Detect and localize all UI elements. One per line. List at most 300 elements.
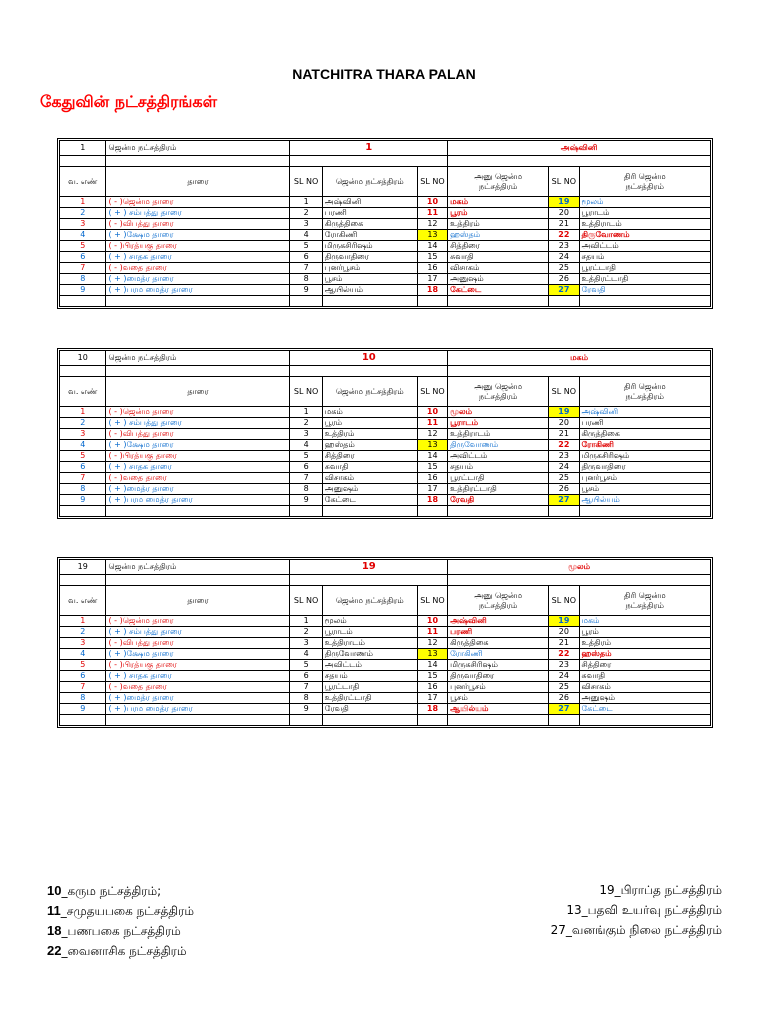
- sl-no-3: 20: [549, 418, 579, 429]
- footer-left-4: 22_வைனாசிக நட்சத்திரம்: [47, 943, 187, 958]
- footer-right-3: 27_வனங்கும் நிலை நட்சத்திரம்: [550, 923, 722, 937]
- anu-janma-star: மூலம்: [448, 407, 549, 418]
- sl-no-2: 17: [417, 484, 447, 495]
- sl-no-1: 5: [290, 660, 322, 671]
- janma-star: விசாகம்: [322, 473, 417, 484]
- sl-no-1: 4: [290, 230, 322, 241]
- footer-right-2: 13_பதவி உயர்வு நட்சத்திரம்: [566, 903, 722, 917]
- thiri-janma-star: விசாகம்: [579, 682, 711, 693]
- sl-no-1: 3: [290, 638, 322, 649]
- sl-no-1: 5: [290, 241, 322, 252]
- head-value: 10: [290, 351, 448, 366]
- thaarai-number: 5: [60, 660, 106, 671]
- sl-no-1: 9: [290, 704, 322, 715]
- sl-no-1: 6: [290, 252, 322, 263]
- sl-no-2: 12: [417, 429, 447, 440]
- table-row: [60, 671, 711, 682]
- column-header-row: [60, 377, 711, 407]
- janma-star: ஆயில்யம்: [322, 285, 417, 296]
- table-row: [60, 407, 711, 418]
- thiri-janma-star: பூசம்: [579, 484, 711, 495]
- head-value: 1: [290, 141, 448, 156]
- page-subtitle: கேதுவின் நட்சத்திரங்கள்: [40, 92, 218, 111]
- janma-star: பரணி: [322, 208, 417, 219]
- col-thiri-janma: திரி ஜென்ம நட்சத்திரம்: [579, 167, 711, 197]
- blank-row: [60, 156, 711, 167]
- col-sl-no-1: SL NO: [290, 377, 322, 407]
- sl-no-2: 14: [417, 451, 447, 462]
- janma-star: திருவாதிரை: [322, 252, 417, 263]
- head-num: 1: [60, 141, 106, 156]
- sl-no-2: 16: [417, 682, 447, 693]
- sl-no-3: 24: [549, 252, 579, 263]
- thaarai-name: ( - )பிரத்யகு தாரை: [106, 241, 290, 252]
- table-row: [60, 693, 711, 704]
- sl-no-1: 2: [290, 627, 322, 638]
- thaarai-name: ( - )ஜென்ம தாரை: [106, 197, 290, 208]
- anu-janma-star: ரோகிணி: [448, 649, 549, 660]
- sl-no-3: 25: [549, 473, 579, 484]
- thiri-janma-star: புனர்பூசம்: [579, 473, 711, 484]
- col-thaarai: தாரை: [106, 586, 290, 616]
- thaarai-name: ( + )க்ஷேம தாரை: [106, 649, 290, 660]
- thaarai-number: 6: [60, 671, 106, 682]
- thiri-janma-star: உத்திரம்: [579, 638, 711, 649]
- thaarai-number: 1: [60, 616, 106, 627]
- table-header-row: [60, 141, 711, 156]
- thaarai-number: 3: [60, 638, 106, 649]
- anu-janma-star: கேட்டை: [448, 285, 549, 296]
- blank-row: [60, 366, 711, 377]
- anu-janma-star: விசாகம்: [448, 263, 549, 274]
- anu-janma-star: ஹஸ்தம்: [448, 230, 549, 241]
- thaarai-name: ( - )பிரத்யகு தாரை: [106, 451, 290, 462]
- anu-janma-star: ஆயில்யம்: [448, 704, 549, 715]
- col-thiri-janma: திரி ஜென்ம நட்சத்திரம்: [579, 377, 711, 407]
- table-row: [60, 219, 711, 230]
- table-row: [60, 241, 711, 252]
- column-header-row: [60, 586, 711, 616]
- thaarai-number: 8: [60, 693, 106, 704]
- thaarai-number: 4: [60, 440, 106, 451]
- anu-janma-star: அஷ்வினி: [448, 616, 549, 627]
- head-star: மூலம்: [448, 560, 711, 575]
- thiri-janma-star: மூலம்: [579, 197, 711, 208]
- sl-no-1: 6: [290, 671, 322, 682]
- sl-no-2: 10: [417, 616, 447, 627]
- col-janma: ஜென்ம நட்சத்திரம்: [322, 586, 417, 616]
- sl-no-3: 27: [549, 704, 579, 715]
- anu-janma-star: உத்திரட்டாதி: [448, 484, 549, 495]
- sl-no-2: 14: [417, 660, 447, 671]
- janma-star: பூரம்: [322, 418, 417, 429]
- sl-no-3: 23: [549, 660, 579, 671]
- anu-janma-star: பூசம்: [448, 693, 549, 704]
- thaarai-number: 9: [60, 495, 106, 506]
- thiri-janma-star: திருவாதிரை: [579, 462, 711, 473]
- anu-janma-star: புனர்பூசம்: [448, 682, 549, 693]
- head-star: அஷ்வினி: [448, 141, 711, 156]
- thiri-janma-star: மிருகசிரிஷம்: [579, 451, 711, 462]
- janma-star: உத்திரம்: [322, 429, 417, 440]
- thiri-janma-star: உத்திராடம்: [579, 219, 711, 230]
- sl-no-1: 8: [290, 274, 322, 285]
- thaarai-name: ( + ) சம்பத்து தாரை: [106, 208, 290, 219]
- table-row: [60, 616, 711, 627]
- footer-left-2: 11_சமுதயபகை நட்சத்திரம்: [47, 903, 194, 918]
- anu-janma-star: உத்திரம்: [448, 219, 549, 230]
- col-anu-janma: அனு ஜென்ம நட்சத்திரம்: [448, 377, 549, 407]
- sl-no-3: 26: [549, 693, 579, 704]
- thaarai-number: 7: [60, 263, 106, 274]
- table-row: [60, 704, 711, 715]
- thaarai-number: 5: [60, 451, 106, 462]
- thaarai-number: 7: [60, 682, 106, 693]
- table-row: [60, 197, 711, 208]
- blank-row: [60, 506, 711, 517]
- janma-star: ரேவதி: [322, 704, 417, 715]
- sl-no-2: 13: [417, 230, 447, 241]
- sl-no-1: 4: [290, 440, 322, 451]
- page-title: NATCHITRA THARA PALAN: [292, 66, 476, 82]
- sl-no-1: 8: [290, 693, 322, 704]
- janma-star: பூராடம்: [322, 627, 417, 638]
- thaarai-name: ( + )மைத்ர தாரை: [106, 693, 290, 704]
- table-row: [60, 252, 711, 263]
- thaarai-name: ( + )பரம மைத்ர தாரை: [106, 704, 290, 715]
- janma-star: உத்திரட்டாதி: [322, 693, 417, 704]
- col-sl-no-3: SL NO: [549, 586, 579, 616]
- sl-no-3: 25: [549, 263, 579, 274]
- sl-no-1: 1: [290, 616, 322, 627]
- thaarai-number: 9: [60, 704, 106, 715]
- thaarai-name: ( + )மைத்ர தாரை: [106, 274, 290, 285]
- janma-star: சுவாதி: [322, 462, 417, 473]
- thiri-janma-star: அனுஷம்: [579, 693, 711, 704]
- nakshatra-grid: [59, 559, 711, 726]
- thiri-janma-star: பூரட்டாதி: [579, 263, 711, 274]
- thiri-janma-star: அவிட்டம்: [579, 241, 711, 252]
- sl-no-3: 19: [549, 616, 579, 627]
- thaarai-name: ( + )பரம மைத்ர தாரை: [106, 285, 290, 296]
- table-row: [60, 638, 711, 649]
- table-row: [60, 451, 711, 462]
- nakshatra-grid: [59, 140, 711, 307]
- janma-star: பூரட்டாதி: [322, 682, 417, 693]
- sl-no-3: 27: [549, 495, 579, 506]
- sl-no-3: 22: [549, 230, 579, 241]
- thaarai-name: ( + ) சாதக தாரை: [106, 671, 290, 682]
- sl-no-2: 18: [417, 495, 447, 506]
- table-row: [60, 263, 711, 274]
- janma-star: கேட்டை: [322, 495, 417, 506]
- thaarai-name: ( - )விபத்து தாரை: [106, 638, 290, 649]
- sl-no-3: 19: [549, 407, 579, 418]
- janma-star: பூசம்: [322, 274, 417, 285]
- footer-left-1: 10_கரும நட்சத்திரம்;: [47, 883, 162, 898]
- table-row: [60, 484, 711, 495]
- thaarai-number: 1: [60, 197, 106, 208]
- col-thiri-janma: திரி ஜென்ம நட்சத்திரம்: [579, 586, 711, 616]
- thaarai-name: ( - )வதை தாரை: [106, 473, 290, 484]
- head-label: ஜென்ம நட்சத்திரம்: [106, 351, 290, 366]
- thaarai-number: 4: [60, 649, 106, 660]
- anu-janma-star: பரணி: [448, 627, 549, 638]
- column-header-row: [60, 167, 711, 197]
- thaarai-name: ( - )ஜென்ம தாரை: [106, 407, 290, 418]
- thiri-janma-star: சித்திரை: [579, 660, 711, 671]
- sl-no-2: 10: [417, 197, 447, 208]
- thiri-janma-star: உத்திரட்டாதி: [579, 274, 711, 285]
- sl-no-1: 7: [290, 263, 322, 274]
- thaarai-name: ( - )விபத்து தாரை: [106, 429, 290, 440]
- col-janma: ஜென்ம நட்சத்திரம்: [322, 377, 417, 407]
- col-sl-no-3: SL NO: [549, 377, 579, 407]
- janma-star: சதயம்: [322, 671, 417, 682]
- sl-no-2: 14: [417, 241, 447, 252]
- thaarai-number: 6: [60, 462, 106, 473]
- sl-no-3: 26: [549, 484, 579, 495]
- col-anu-janma: அனு ஜென்ம நட்சத்திரம்: [448, 167, 549, 197]
- col-sl-no-3: SL NO: [549, 167, 579, 197]
- janma-star: கிருத்திகை: [322, 219, 417, 230]
- anu-janma-star: மகம்: [448, 197, 549, 208]
- thaarai-name: ( - )ஜென்ம தாரை: [106, 616, 290, 627]
- table-row: [60, 285, 711, 296]
- sl-no-3: 22: [549, 440, 579, 451]
- nakshatra-table-2: [57, 348, 713, 519]
- sl-no-2: 11: [417, 208, 447, 219]
- sl-no-3: 20: [549, 627, 579, 638]
- janma-star: புனர்பூசம்: [322, 263, 417, 274]
- thaarai-name: ( + ) சாதக தாரை: [106, 462, 290, 473]
- col-va-en: வ. எண்: [60, 167, 106, 197]
- thaarai-number: 2: [60, 208, 106, 219]
- janma-star: ரோகிணி: [322, 230, 417, 241]
- thaarai-number: 1: [60, 407, 106, 418]
- anu-janma-star: சதயம்: [448, 462, 549, 473]
- thiri-janma-star: பரணி: [579, 418, 711, 429]
- sl-no-3: 21: [549, 429, 579, 440]
- sl-no-3: 25: [549, 682, 579, 693]
- blank-row: [60, 575, 711, 586]
- thaarai-number: 3: [60, 219, 106, 230]
- thiri-janma-star: பூரம்: [579, 627, 711, 638]
- thaarai-name: ( + )க்ஷேம தாரை: [106, 230, 290, 241]
- sl-no-2: 12: [417, 638, 447, 649]
- thaarai-number: 4: [60, 230, 106, 241]
- sl-no-3: 22: [549, 649, 579, 660]
- sl-no-3: 20: [549, 208, 579, 219]
- sl-no-2: 16: [417, 263, 447, 274]
- thaarai-number: 3: [60, 429, 106, 440]
- table-row: [60, 440, 711, 451]
- sl-no-1: 3: [290, 429, 322, 440]
- sl-no-1: 6: [290, 462, 322, 473]
- col-sl-no-1: SL NO: [290, 586, 322, 616]
- sl-no-3: 21: [549, 638, 579, 649]
- thaarai-name: ( - )விபத்து தாரை: [106, 219, 290, 230]
- col-anu-janma: அனு ஜென்ம நட்சத்திரம்: [448, 586, 549, 616]
- footer-right-1: 19_பிராப்த நட்சத்திரம்: [599, 883, 722, 897]
- table-row: [60, 473, 711, 484]
- janma-star: உத்திராடம்: [322, 638, 417, 649]
- col-va-en: வ. எண்: [60, 586, 106, 616]
- table-row: [60, 429, 711, 440]
- thaarai-name: ( - )வதை தாரை: [106, 263, 290, 274]
- janma-star: அஷ்வினி: [322, 197, 417, 208]
- table-row: [60, 274, 711, 285]
- sl-no-1: 9: [290, 495, 322, 506]
- thiri-janma-star: சதயம்: [579, 252, 711, 263]
- sl-no-2: 18: [417, 285, 447, 296]
- table-row: [60, 418, 711, 429]
- col-sl-no-1: SL NO: [290, 167, 322, 197]
- sl-no-2: 12: [417, 219, 447, 230]
- head-label: ஜென்ம நட்சத்திரம்: [106, 141, 290, 156]
- footer-left-3: 18_பணபகை நட்சத்திரம்: [47, 923, 181, 938]
- thiri-janma-star: அஷ்வினி: [579, 407, 711, 418]
- thiri-janma-star: மகம்: [579, 616, 711, 627]
- thaarai-number: 2: [60, 627, 106, 638]
- thaarai-number: 9: [60, 285, 106, 296]
- blank-row: [60, 296, 711, 307]
- janma-star: மிருகசிரிஷம்: [322, 241, 417, 252]
- sl-no-1: 1: [290, 407, 322, 418]
- sl-no-3: 23: [549, 241, 579, 252]
- anu-janma-star: சுவாதி: [448, 252, 549, 263]
- table-row: [60, 230, 711, 241]
- thiri-janma-star: ஆயில்யம்: [579, 495, 711, 506]
- sl-no-2: 15: [417, 462, 447, 473]
- sl-no-2: 15: [417, 671, 447, 682]
- thaarai-number: 6: [60, 252, 106, 263]
- head-num: 19: [60, 560, 106, 575]
- sl-no-2: 18: [417, 704, 447, 715]
- sl-no-2: 13: [417, 649, 447, 660]
- table-row: [60, 495, 711, 506]
- table-header-row: [60, 351, 711, 366]
- sl-no-2: 16: [417, 473, 447, 484]
- thiri-janma-star: ரோகிணி: [579, 440, 711, 451]
- thaarai-name: ( + ) சம்பத்து தாரை: [106, 627, 290, 638]
- table-header-row: [60, 560, 711, 575]
- thaarai-name: ( + )மைத்ர தாரை: [106, 484, 290, 495]
- nakshatra-grid: [59, 350, 711, 517]
- janma-star: அனுஷம்: [322, 484, 417, 495]
- col-va-en: வ. எண்: [60, 377, 106, 407]
- sl-no-3: 23: [549, 451, 579, 462]
- janma-star: மகம்: [322, 407, 417, 418]
- sl-no-2: 15: [417, 252, 447, 263]
- sl-no-3: 27: [549, 285, 579, 296]
- col-sl-no-2: SL NO: [417, 586, 447, 616]
- sl-no-1: 7: [290, 473, 322, 484]
- col-thaarai: தாரை: [106, 167, 290, 197]
- anu-janma-star: திருவோணம்: [448, 440, 549, 451]
- thiri-janma-star: திருவோணம்: [579, 230, 711, 241]
- sl-no-3: 19: [549, 197, 579, 208]
- sl-no-2: 11: [417, 627, 447, 638]
- anu-janma-star: பூரம்: [448, 208, 549, 219]
- blank-row: [60, 715, 711, 726]
- head-num: 10: [60, 351, 106, 366]
- anu-janma-star: சித்திரை: [448, 241, 549, 252]
- sl-no-1: 4: [290, 649, 322, 660]
- sl-no-1: 9: [290, 285, 322, 296]
- sl-no-1: 7: [290, 682, 322, 693]
- janma-star: அவிட்டம்: [322, 660, 417, 671]
- table-row: [60, 208, 711, 219]
- sl-no-1: 2: [290, 418, 322, 429]
- sl-no-3: 21: [549, 219, 579, 230]
- anu-janma-star: உத்திராடம்: [448, 429, 549, 440]
- anu-janma-star: ரேவதி: [448, 495, 549, 506]
- sl-no-1: 3: [290, 219, 322, 230]
- thaarai-name: ( + )பரம மைத்ர தாரை: [106, 495, 290, 506]
- col-janma: ஜென்ம நட்சத்திரம்: [322, 167, 417, 197]
- janma-star: மூலம்: [322, 616, 417, 627]
- table-row: [60, 660, 711, 671]
- head-value: 19: [290, 560, 448, 575]
- janma-star: சித்திரை: [322, 451, 417, 462]
- thaarai-number: 8: [60, 274, 106, 285]
- thaarai-name: ( - )பிரத்யகு தாரை: [106, 660, 290, 671]
- thaarai-number: 8: [60, 484, 106, 495]
- janma-star: திருவோணம்: [322, 649, 417, 660]
- thaarai-name: ( + )க்ஷேம தாரை: [106, 440, 290, 451]
- thaarai-name: ( + ) சம்பத்து தாரை: [106, 418, 290, 429]
- thiri-janma-star: பூராடம்: [579, 208, 711, 219]
- head-label: ஜென்ம நட்சத்திரம்: [106, 560, 290, 575]
- thiri-janma-star: கேட்டை: [579, 704, 711, 715]
- sl-no-1: 1: [290, 197, 322, 208]
- anu-janma-star: அவிட்டம்: [448, 451, 549, 462]
- sl-no-2: 11: [417, 418, 447, 429]
- sl-no-2: 17: [417, 274, 447, 285]
- sl-no-2: 13: [417, 440, 447, 451]
- sl-no-3: 26: [549, 274, 579, 285]
- col-sl-no-2: SL NO: [417, 377, 447, 407]
- sl-no-3: 24: [549, 462, 579, 473]
- thaarai-name: ( + ) சாதக தாரை: [106, 252, 290, 263]
- table-row: [60, 627, 711, 638]
- sl-no-1: 8: [290, 484, 322, 495]
- janma-star: ஹஸ்தம்: [322, 440, 417, 451]
- thaarai-number: 2: [60, 418, 106, 429]
- anu-janma-star: அனுஷம்: [448, 274, 549, 285]
- sl-no-3: 24: [549, 671, 579, 682]
- nakshatra-table-1: [57, 138, 713, 309]
- table-row: [60, 462, 711, 473]
- thaarai-name: ( - )வதை தாரை: [106, 682, 290, 693]
- anu-janma-star: மிருகசிரிஷம்: [448, 660, 549, 671]
- sl-no-1: 2: [290, 208, 322, 219]
- nakshatra-table-3: [57, 557, 713, 728]
- sl-no-2: 17: [417, 693, 447, 704]
- anu-janma-star: பூரட்டாதி: [448, 473, 549, 484]
- head-star: மகம்: [448, 351, 711, 366]
- table-row: [60, 649, 711, 660]
- table-row: [60, 682, 711, 693]
- thaarai-number: 7: [60, 473, 106, 484]
- thiri-janma-star: ஹஸ்தம்: [579, 649, 711, 660]
- thaarai-number: 5: [60, 241, 106, 252]
- thiri-janma-star: ரேவதி: [579, 285, 711, 296]
- sl-no-2: 10: [417, 407, 447, 418]
- anu-janma-star: திருவாதிரை: [448, 671, 549, 682]
- anu-janma-star: பூராடம்: [448, 418, 549, 429]
